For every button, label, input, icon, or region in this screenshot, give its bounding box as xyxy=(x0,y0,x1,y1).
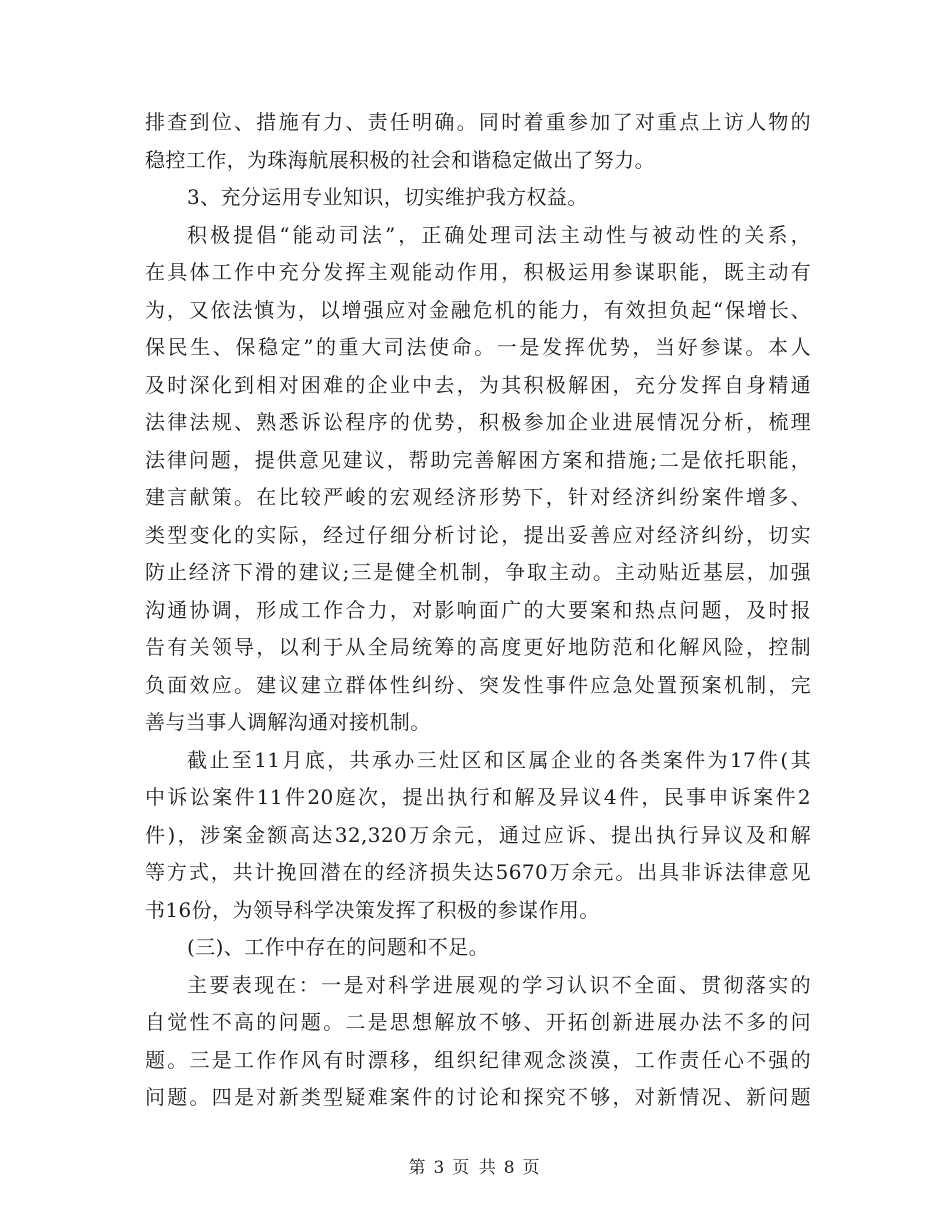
text-line: 中诉讼案件11件20庭次，提出执行和解及异议4件，民事申诉案件2 xyxy=(145,785,811,809)
text-line: (三)、工作中存在的问题和不足。 xyxy=(187,935,490,959)
footer-current-page: 3 xyxy=(433,1158,447,1178)
text-line: 自觉性不高的问题。二是思想解放不够、开拓创新进展办法不多的问 xyxy=(145,1010,811,1034)
text-line: 积极提倡“能动司法”，正确处理司法主动性与被动性的关系， xyxy=(187,222,811,247)
text-line: 防止经济下滑的建议;三是健全机制，争取主动。主动贴近基层，加强 xyxy=(145,560,811,584)
footer-total-pages: 8 xyxy=(503,1158,517,1178)
page-footer xyxy=(0,1153,950,1178)
text-line: 问题。四是对新类型疑难案件的讨论和探究不够，对新情况、新问题 xyxy=(145,1085,811,1109)
text-line: 书16份，为领导科学决策发挥了积极的参谋作用。 xyxy=(145,897,600,922)
footer-prefix: 第 xyxy=(408,1158,428,1178)
text-line: 截止至11月底，共承办三灶区和区属企业的各类案件为17件(其 xyxy=(187,747,811,772)
text-line: 沟通协调，形成工作合力，对影响面广的大要案和热点问题，及时报 xyxy=(145,597,811,622)
text-line: 及时深化到相对困难的企业中去，为其积极解困，充分发挥自身精通 xyxy=(145,372,811,397)
text-line: 排查到位、措施有力、责任明确。同时着重参加了对重点上访人物的 xyxy=(145,110,811,134)
text-line: 为，又依法慎为，以增强应对金融危机的能力，有效担负起“保增长、 xyxy=(145,297,811,322)
footer-middle: 页 共 xyxy=(452,1158,498,1178)
text-line: 负面效应。建议建立群体性纠纷、突发性事件应急处置预案机制，完 xyxy=(145,672,811,697)
text-line: 法律法规、熟悉诉讼程序的优势，积极参加企业进展情况分析，梳理 xyxy=(145,410,811,434)
document-body xyxy=(145,104,811,1117)
text-line: 3、充分运用专业知识，切实维护我方权益。 xyxy=(187,185,588,209)
text-line: 稳控工作，为珠海航展积极的社会和谐稳定做出了努力。 xyxy=(145,147,655,172)
text-line: 建言献策。在比较严峻的宏观经济形势下，针对经济纠纷案件增多、 xyxy=(145,485,811,509)
text-line: 保民生、保稳定”的重大司法使命。一是发挥优势，当好参谋。本人 xyxy=(145,335,811,359)
text-line: 在具体工作中充分发挥主观能动作用，积极运用参谋职能，既主动有 xyxy=(145,260,811,284)
text-line: 件)，涉案金额高达32,320万余元，通过应诉、提出执行异议及和解 xyxy=(145,822,811,847)
footer-suffix: 页 xyxy=(522,1158,542,1178)
text-line: 法律问题，提供意见建议，帮助完善解困方案和措施;二是依托职能， xyxy=(145,447,811,472)
text-line: 类型变化的实际，经过仔细分析讨论，提出妥善应对经济纠纷，切实 xyxy=(145,522,811,547)
text-line: 善与当事人调解沟通对接机制。 xyxy=(145,710,431,734)
text-line: 题。三是工作作风有时漂移，组织纪律观念淡漠，工作责任心不强的 xyxy=(145,1047,811,1072)
text-line: 主要表现在：一是对科学进展观的学习认识不全面、贯彻落实的 xyxy=(187,972,811,997)
text-line: 告有关领导，以利于从全局统筹的高度更好地防范和化解风险，控制 xyxy=(145,635,811,659)
text-line: 等方式，共计挽回潜在的经济损失达5670万余元。出具非诉法律意见 xyxy=(145,860,811,884)
